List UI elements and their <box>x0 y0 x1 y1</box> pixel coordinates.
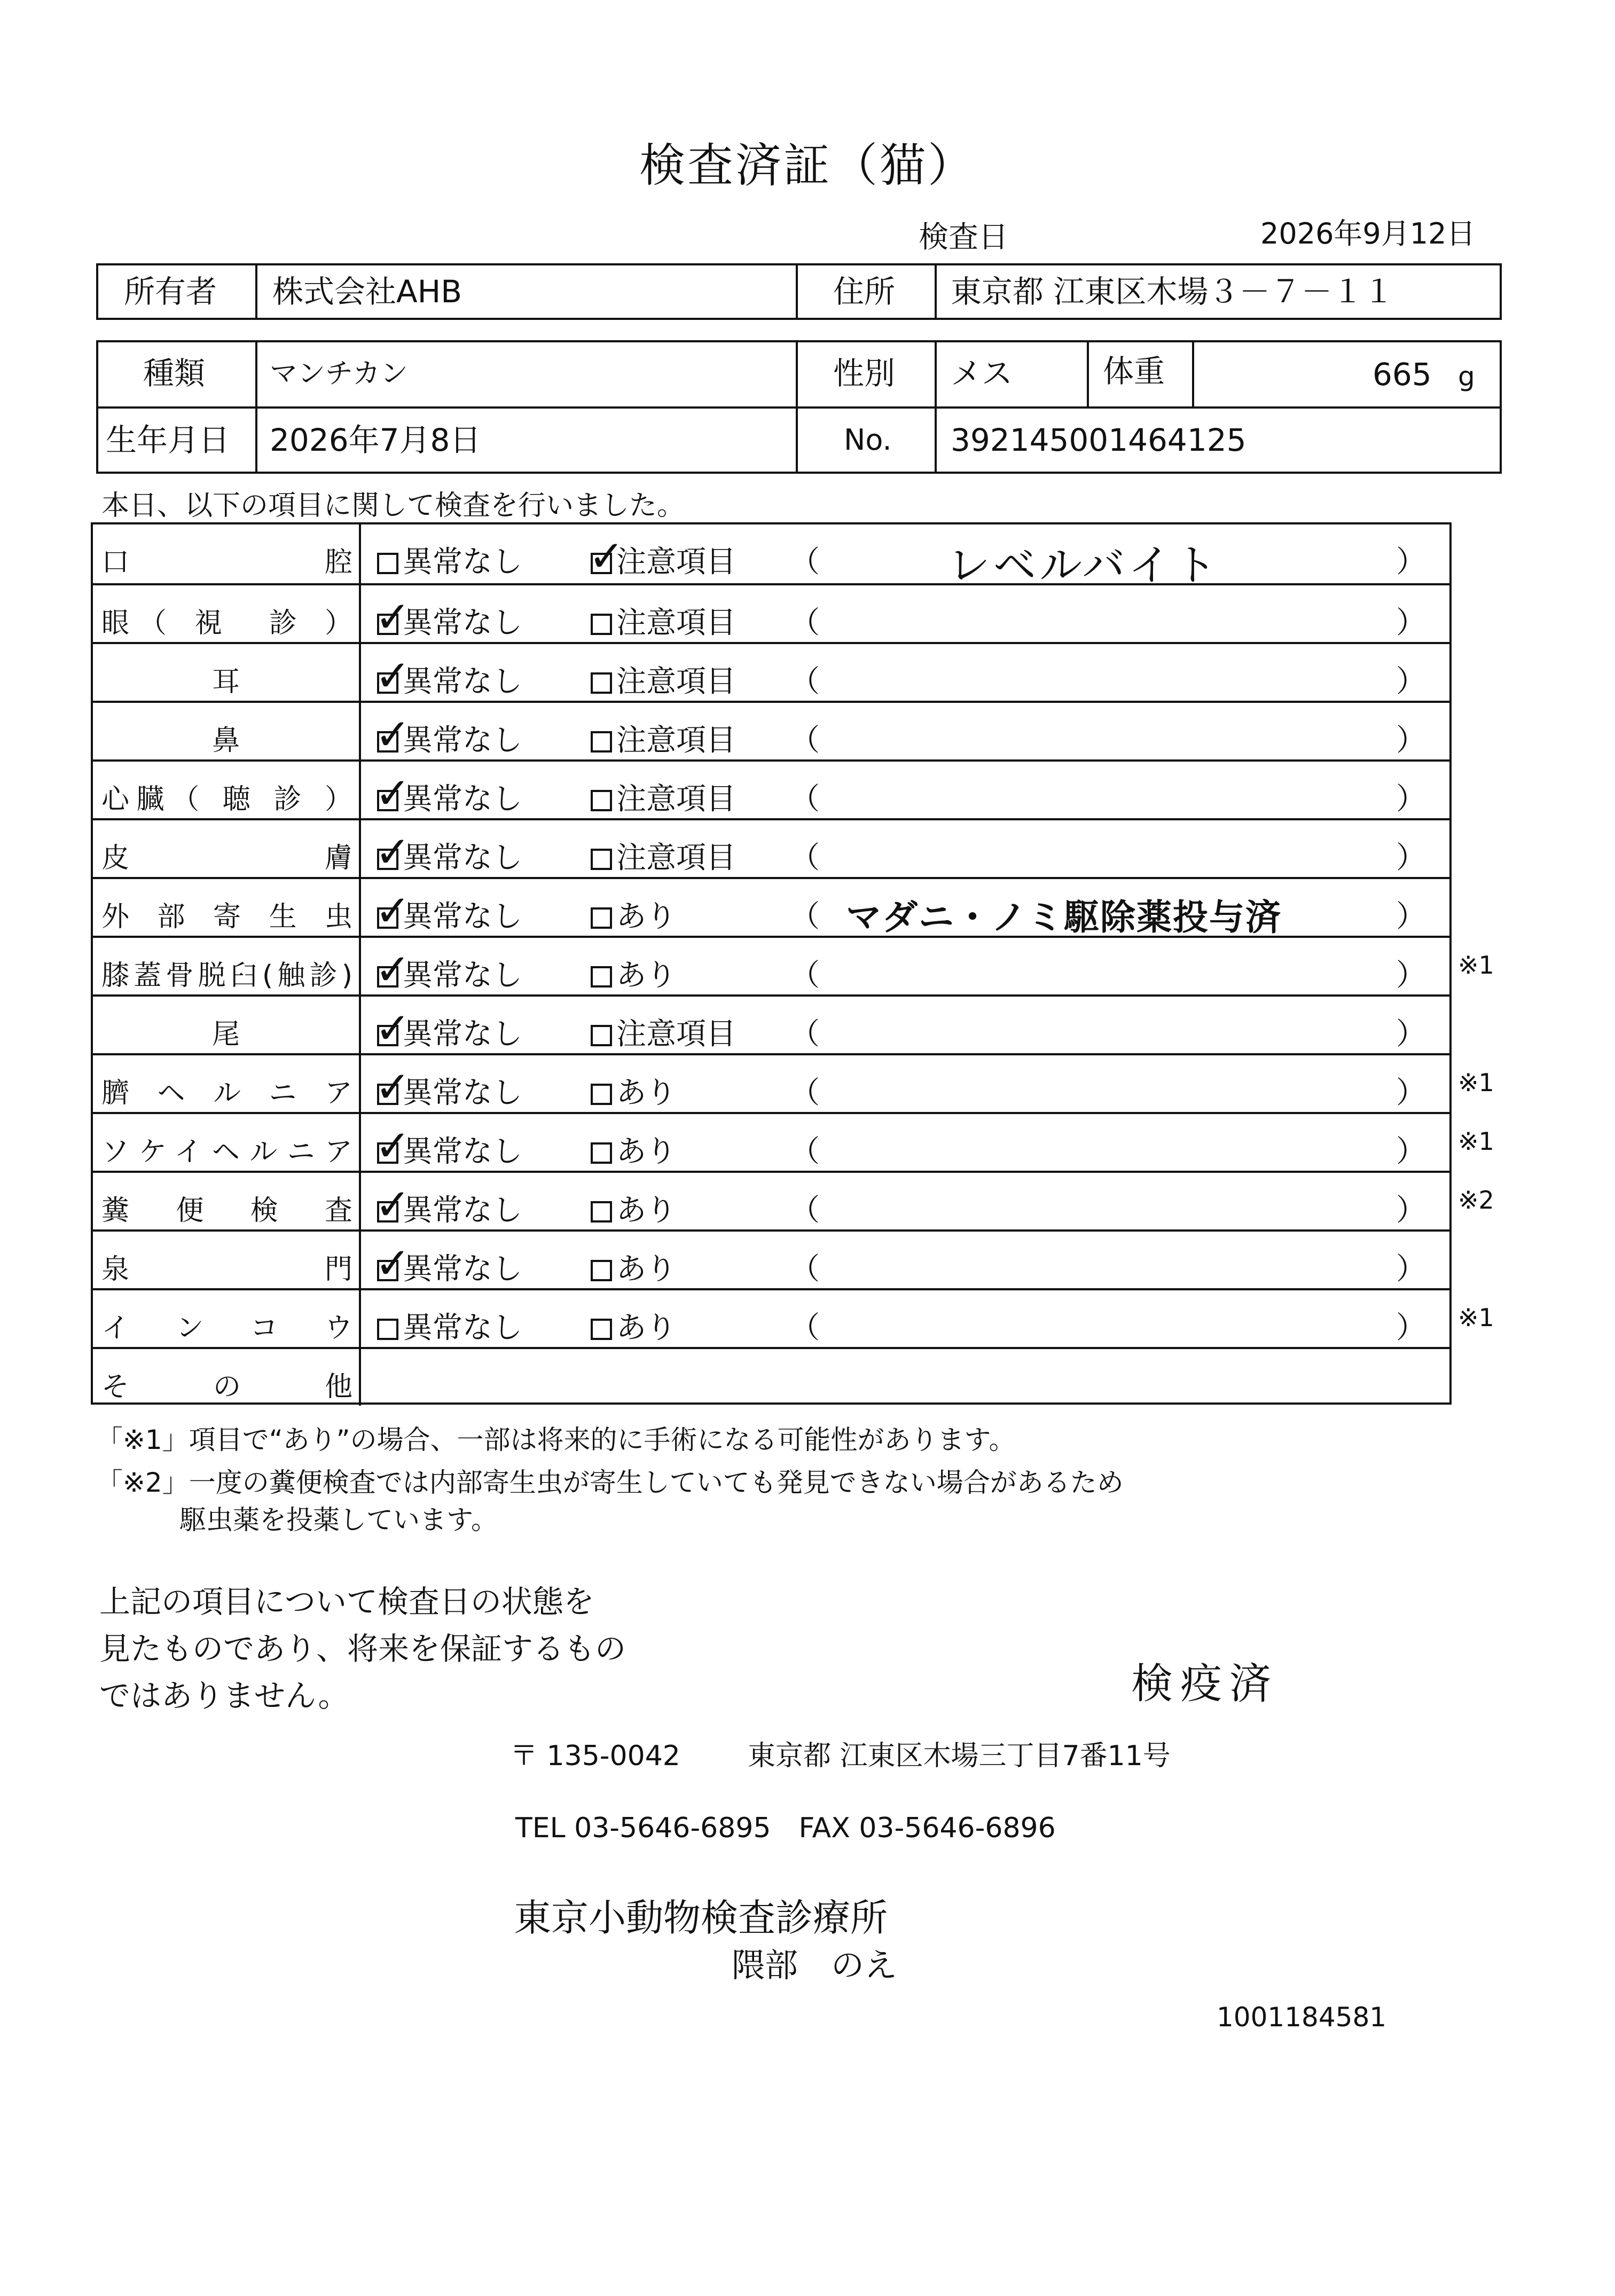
option-second[interactable] <box>591 775 736 818</box>
option-normal[interactable] <box>375 886 522 936</box>
option-normal-label: 異常なし <box>403 545 522 579</box>
checkbox-second[interactable] <box>591 1201 612 1223</box>
item-label: 口 腔 <box>101 546 352 578</box>
paren-close: ） <box>1396 1134 1426 1169</box>
paren-open: （ <box>790 841 820 875</box>
option-second-label: 注意項目 <box>616 1017 736 1052</box>
checkbox-second[interactable] <box>591 614 612 635</box>
checkbox-normal[interactable] <box>375 592 411 642</box>
option-normal[interactable] <box>375 1121 522 1171</box>
paren-open: （ <box>790 1134 820 1169</box>
paren-open: （ <box>790 1252 820 1287</box>
option-normal[interactable] <box>375 592 522 642</box>
paren-close: ） <box>1396 841 1426 875</box>
option-normal[interactable] <box>375 1004 522 1053</box>
item-label: 耳 <box>211 666 240 698</box>
breed-value: マンチカン <box>270 358 408 390</box>
breed-label: 種類 <box>143 355 206 391</box>
option-normal-label: 異常なし <box>403 899 522 934</box>
check-mark-icon: ✓ <box>375 769 411 818</box>
checkbox-normal[interactable] <box>377 553 398 574</box>
inspection-date-label: 検査日 <box>919 220 1008 255</box>
item-label: 鼻 <box>211 725 240 757</box>
option-normal-label: 異常なし <box>403 1134 522 1169</box>
option-second-label: 注意項目 <box>616 782 736 817</box>
option-second-label: 注意項目 <box>616 545 736 579</box>
item-label: 皮 膚 <box>101 842 352 874</box>
option-second[interactable] <box>591 599 736 642</box>
footnote-mark: ※1 <box>1458 1068 1494 1097</box>
checkbox-second[interactable] <box>591 849 612 870</box>
option-second-label: 注意項目 <box>616 606 736 640</box>
owner-value: 株式会社AHB <box>272 273 462 310</box>
option-normal-label: 異常なし <box>403 782 522 817</box>
checkbox-normal[interactable] <box>375 651 411 701</box>
paren-close: ） <box>1396 1017 1426 1052</box>
table-row <box>93 936 1449 994</box>
option-second-label: 注意項目 <box>616 841 736 875</box>
paren-close: ） <box>1396 1311 1426 1345</box>
checkbox-second[interactable] <box>591 731 612 753</box>
paren-open: （ <box>790 1311 820 1345</box>
table-row <box>93 701 1449 759</box>
option-normal-label: 異常なし <box>403 1252 522 1287</box>
item-label: 膝蓋骨脱臼(触診) <box>101 960 352 992</box>
birth-value: 2026年7月8日 <box>270 422 481 458</box>
check-mark-icon: ✓ <box>375 886 411 936</box>
clinic-name: 東京小動物検査診療所 <box>514 1896 888 1940</box>
paren-close: ） <box>1396 782 1426 817</box>
option-second-label: 注意項目 <box>616 723 736 758</box>
item-label: イ ン コ ウ <box>101 1312 352 1344</box>
address-value: 東京都 江東区木場３－７－１１ <box>951 273 1394 310</box>
item-label: 糞 便 検 査 <box>101 1195 352 1227</box>
checkbox-normal[interactable] <box>375 1180 411 1229</box>
paren-close: ） <box>1396 1252 1426 1287</box>
checkbox-second[interactable] <box>591 1025 612 1046</box>
document-id: 1001184581 <box>1217 2002 1387 2033</box>
note-2: 「※2」一度の糞便検査では内部寄生虫が寄生していても発見できない場合があるため <box>96 1467 1124 1498</box>
clinic-phone: TEL 03-5646-6895 FAX 03-5646-6896 <box>515 1812 1056 1844</box>
footnote-mark: ※1 <box>1458 1303 1494 1332</box>
option-normal[interactable] <box>375 1180 522 1229</box>
disclaimer-line-1: 上記の項目について検査日の状態を <box>99 1584 594 1620</box>
option-normal-label: 異常なし <box>403 1017 522 1052</box>
option-second[interactable] <box>591 1069 676 1112</box>
checkbox-second[interactable] <box>591 1084 612 1105</box>
check-mark-icon: ✓ <box>375 710 411 759</box>
other-label: そ の 他 <box>101 1371 352 1403</box>
checkbox-second[interactable] <box>591 672 612 694</box>
option-second-label: あり <box>616 899 676 934</box>
option-second-label: あり <box>616 958 676 993</box>
table-row <box>93 1112 1449 1171</box>
check-mark-icon: ✓ <box>375 827 411 877</box>
sex-label: 性別 <box>833 355 896 391</box>
paren-open: （ <box>790 1017 820 1052</box>
birth-label: 生年月日 <box>106 422 230 458</box>
paren-open: （ <box>790 545 820 579</box>
paren-close: ） <box>1396 723 1426 758</box>
option-normal-label: 異常なし <box>403 1076 522 1110</box>
check-mark-icon: ✓ <box>375 592 411 642</box>
disclaimer-line-3: ではありません。 <box>99 1678 349 1714</box>
option-normal[interactable] <box>375 769 522 818</box>
option-normal-label: 異常なし <box>403 958 522 993</box>
paren-open: （ <box>790 958 820 993</box>
check-mark-icon: ✓ <box>375 1004 411 1053</box>
note-3: 駆虫薬を投薬しています。 <box>179 1504 498 1535</box>
option-second[interactable] <box>589 531 736 581</box>
item-comment: マダニ・ノミ駆除薬投与済 <box>846 897 1282 938</box>
option-normal-label: 異常なし <box>403 1311 522 1345</box>
table-row <box>93 994 1449 1053</box>
footnote-mark: ※2 <box>1458 1186 1494 1214</box>
checkbox-normal[interactable] <box>375 945 411 994</box>
option-normal-label: 異常なし <box>403 606 522 640</box>
paren-close: ） <box>1396 1193 1426 1228</box>
option-second[interactable] <box>591 1010 736 1053</box>
weight-value: 665 <box>1373 356 1432 393</box>
checkbox-normal[interactable] <box>375 886 411 936</box>
number-value: 392145001464125 <box>951 422 1246 458</box>
option-second[interactable] <box>591 717 736 759</box>
option-second-label: あり <box>616 1076 676 1110</box>
option-second-label: あり <box>616 1134 676 1169</box>
checkbox-second[interactable] <box>589 531 625 581</box>
checkbox-normal[interactable] <box>375 769 411 818</box>
check-mark-icon: ✓ <box>589 531 625 581</box>
check-mark-icon: ✓ <box>375 1239 411 1288</box>
option-second-label: あり <box>616 1193 676 1228</box>
address-label: 住所 <box>833 273 896 310</box>
option-second[interactable] <box>591 1128 676 1171</box>
option-normal[interactable] <box>377 538 522 581</box>
table-row <box>93 524 1449 590</box>
inspection-table <box>91 522 1452 1405</box>
footnote-mark: ※1 <box>1458 1127 1494 1156</box>
item-label: ソケイヘルニア <box>101 1136 352 1168</box>
paren-close: ） <box>1396 606 1426 640</box>
item-label: 外 部 寄 生 虫 <box>101 901 352 933</box>
option-second[interactable] <box>591 658 736 701</box>
checkbox-second[interactable] <box>591 907 612 929</box>
check-mark-icon: ✓ <box>375 945 411 994</box>
table-row <box>93 1171 1449 1229</box>
item-label: 臍 ヘ ル ニ ア <box>101 1077 352 1109</box>
inspection-date-value: 2026年9月12日 <box>1260 217 1476 250</box>
item-label: 尾 <box>211 1018 240 1051</box>
table-row <box>93 1053 1449 1112</box>
sex-value: メス <box>951 355 1013 391</box>
disclaimer <box>99 1578 626 1719</box>
option-second[interactable] <box>591 1187 676 1229</box>
option-normal[interactable] <box>375 1239 522 1288</box>
table-row-other <box>93 1347 1449 1406</box>
paren-open: （ <box>790 899 820 934</box>
postal-code: 〒 135-0042 <box>510 1740 680 1772</box>
checkbox-normal[interactable] <box>375 827 411 877</box>
item-label: 泉 門 <box>101 1253 352 1286</box>
option-normal[interactable] <box>377 1304 522 1347</box>
disclaimer-line-2: 見たものであり、将来を保証するもの <box>99 1631 626 1667</box>
paren-open: （ <box>790 606 820 640</box>
quarantine-stamp: 検疫済 <box>1131 1660 1279 1708</box>
option-second-label: あり <box>616 1311 676 1345</box>
checkbox-second[interactable] <box>591 1260 612 1281</box>
table-row <box>93 759 1449 818</box>
option-normal-label: 異常なし <box>403 1193 522 1228</box>
option-second[interactable] <box>591 834 736 877</box>
paren-close: ） <box>1396 545 1426 579</box>
weight-unit: g <box>1458 361 1475 392</box>
item-label: 心臓（ 聴 診 ） <box>101 783 352 816</box>
clinic-address: 東京都 江東区木場三丁目7番11号 <box>748 1740 1171 1772</box>
option-normal[interactable] <box>375 945 522 994</box>
option-normal[interactable] <box>375 1062 522 1112</box>
note-1: 「※1」項目で“あり”の場合、一部は将来的に手術になる可能性があります。 <box>96 1424 1016 1455</box>
paren-close: ） <box>1396 664 1426 699</box>
option-normal[interactable] <box>375 827 522 877</box>
checkbox-normal[interactable] <box>377 1319 398 1340</box>
option-second-label: 注意項目 <box>616 664 736 699</box>
check-mark-icon: ✓ <box>375 1121 411 1171</box>
paren-open: （ <box>790 782 820 817</box>
item-label: 眼（ 視 診 ） <box>101 607 352 639</box>
item-comment: レベルバイト <box>947 540 1220 590</box>
paren-close: ） <box>1396 1076 1426 1110</box>
paren-open: （ <box>790 664 820 699</box>
option-second[interactable] <box>591 952 676 994</box>
check-mark-icon: ✓ <box>375 1062 411 1112</box>
checkbox-second[interactable] <box>591 966 612 988</box>
intro-text: 本日、以下の項目に関して検査を行いました。 <box>101 490 685 522</box>
checkbox-normal[interactable] <box>375 1239 411 1288</box>
owner-label: 所有者 <box>124 273 217 310</box>
paren-close: ） <box>1396 958 1426 993</box>
checkbox-normal[interactable] <box>375 1121 411 1171</box>
table-row <box>93 818 1449 877</box>
option-normal-label: 異常なし <box>403 664 522 699</box>
document-title: 検査済証（猫） <box>639 139 976 192</box>
number-label: No. <box>844 423 892 457</box>
checkbox-normal[interactable] <box>375 1004 411 1053</box>
option-second-label: あり <box>616 1252 676 1287</box>
option-normal[interactable] <box>375 710 522 759</box>
paren-open: （ <box>790 1076 820 1110</box>
checkbox-second[interactable] <box>591 1319 612 1340</box>
table-row <box>93 583 1449 642</box>
footnote-mark: ※1 <box>1458 951 1494 979</box>
checkbox-second[interactable] <box>591 1142 612 1164</box>
option-normal[interactable] <box>375 651 522 701</box>
paren-open: （ <box>790 723 820 758</box>
checkbox-second[interactable] <box>591 790 612 811</box>
option-normal-label: 異常なし <box>403 723 522 758</box>
vet-name: 隈部 のえ <box>732 1946 898 1985</box>
table-row <box>93 1229 1449 1288</box>
check-mark-icon: ✓ <box>375 1180 411 1229</box>
table-row <box>93 877 1449 936</box>
check-mark-icon: ✓ <box>375 651 411 701</box>
paren-close: ） <box>1396 899 1426 934</box>
option-second[interactable] <box>591 1245 676 1288</box>
paren-open: （ <box>790 1193 820 1228</box>
weight-label: 体重 <box>1103 353 1165 389</box>
checkbox-normal[interactable] <box>375 710 411 759</box>
option-second[interactable] <box>591 893 676 936</box>
checkbox-normal[interactable] <box>375 1062 411 1112</box>
option-normal-label: 異常なし <box>403 841 522 875</box>
table-row <box>93 642 1449 701</box>
table-row <box>93 1288 1449 1347</box>
option-second[interactable] <box>591 1304 676 1347</box>
